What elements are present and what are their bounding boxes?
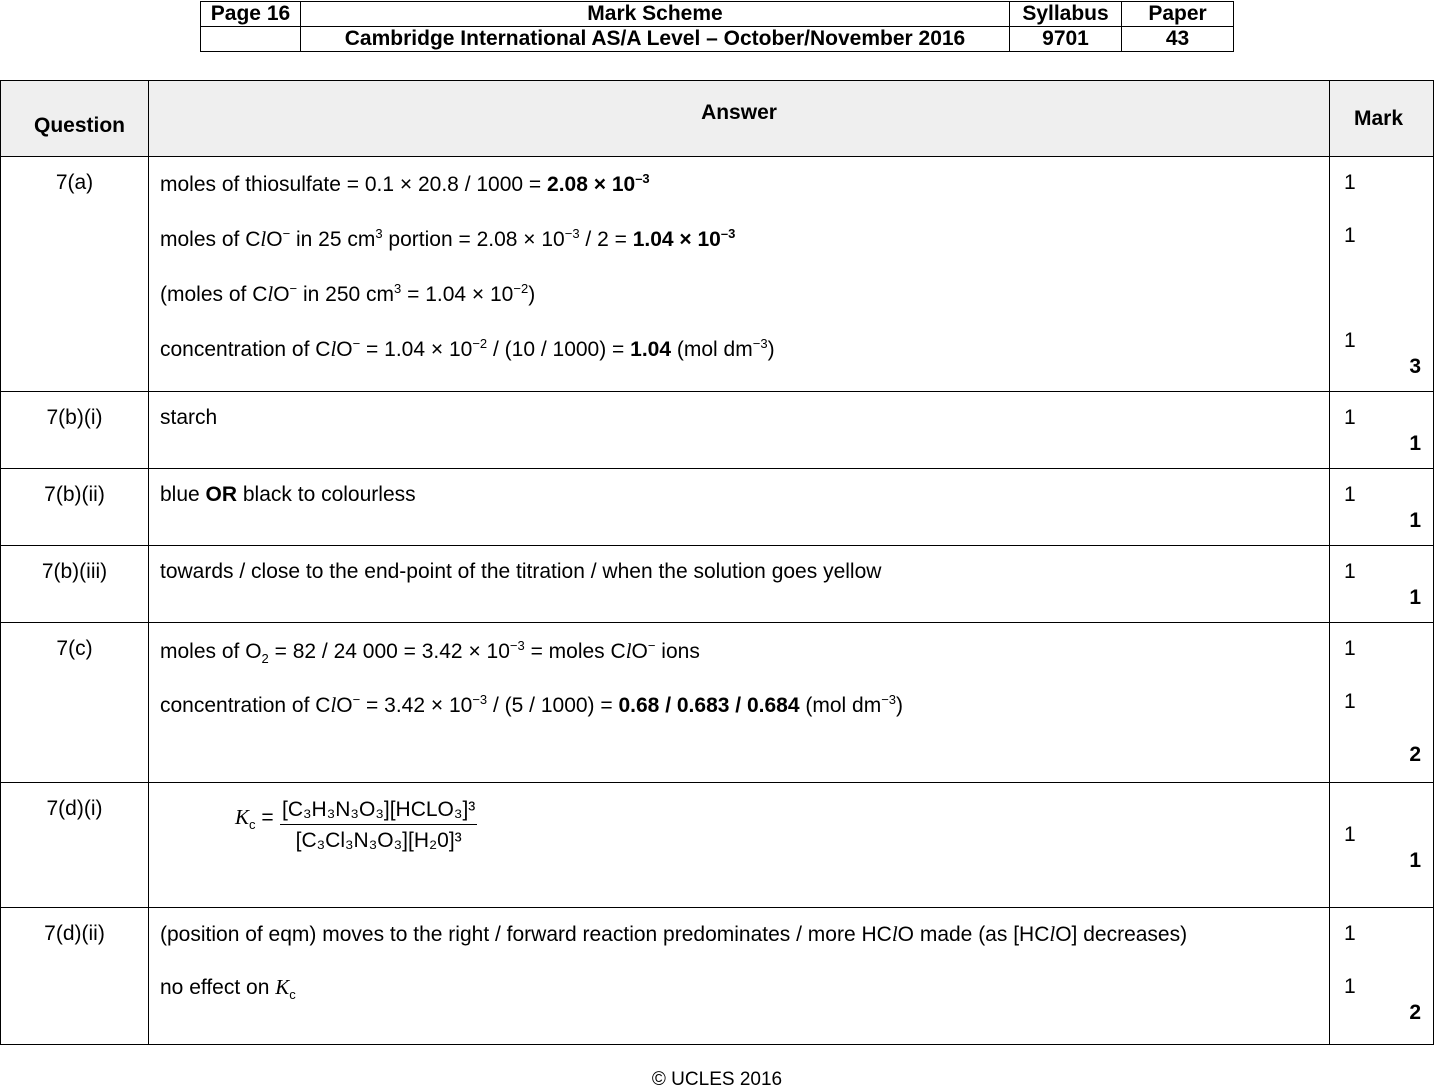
mark-value: 1 [1344, 329, 1356, 352]
answer-line: (position of eqm) moves to the right / forward reaction predominates / more HClO made (as [HClO] decreases) [160, 922, 1188, 946]
mark-scheme-table [0, 80, 1434, 1045]
mark-value: 1 [1344, 171, 1356, 194]
mark-value: 1 [1344, 690, 1356, 713]
question-number: 7(d)(i) [1, 783, 149, 908]
question-column-header: Question [34, 114, 126, 137]
doc-subtitle: Cambridge International AS/A Level – October/November 2016 [301, 27, 1010, 52]
question-number: 7(b)(iii) [1, 546, 149, 623]
mark-total: 1 [1409, 509, 1421, 532]
question-number: 7(c) [1, 623, 149, 783]
answer-line: moles of $O_2 = 82 / 24$ $000 = 3.42 \times 10^{-3}$ = moles ClO− ions [160, 638, 700, 667]
kc-expression [280, 798, 477, 853]
answer-line: moles of thiosulfate = $0.1 \times 20.8 / 1000 = 2.08 \times 10^{-3}$ [160, 171, 650, 196]
table-row [1, 469, 1434, 546]
kc-numerator: [C₃H₃N₃O₃][HCLO₃]³ [280, 798, 477, 825]
header-table [200, 1, 1234, 52]
syllabus-code: 9701 [1010, 27, 1122, 52]
mark-value: 1 [1344, 560, 1356, 583]
mark-value: 1 [1344, 975, 1356, 998]
paper-label: Paper [1122, 2, 1234, 27]
question-number: 7(b)(ii) [1, 469, 149, 546]
answer-line: concentration of $ClO^- = 1.04 \times 10^{-2} / (10 / 1000) = 1.04$ (mol $dm^{-3}$) [160, 336, 775, 361]
page-number: Page 16 [201, 2, 301, 27]
empty-cell [201, 27, 301, 52]
mark-total: 2 [1409, 1001, 1421, 1024]
answer-line: (moles of ClO− in 250 $cm^3 = 1.04 \times 10^{-2}$) [160, 281, 536, 306]
table-header-row [1, 81, 1434, 157]
question-number: 7(b)(i) [1, 392, 149, 469]
answer-line: starch [160, 406, 218, 429]
answer-line: concentration of $ClO^- = 3.42 \times 10^{-3} / (5 / 1000) = 0.68 / 0.683 / 0.684$ (mol $dm^{-3}$) [160, 692, 904, 717]
mark-total: 1 [1409, 849, 1421, 872]
question-number: 7(a) [1, 157, 149, 392]
mark-value: 1 [1344, 483, 1356, 506]
table-row [1, 546, 1434, 623]
mark-total: 3 [1409, 355, 1421, 378]
doc-title: Mark Scheme [301, 2, 1010, 27]
mark-total: 1 [1409, 586, 1421, 609]
equilibrium-constant-label: $K_c$ = [235, 805, 274, 833]
mark-value: 1 [1344, 224, 1356, 247]
mark-total: 1 [1409, 432, 1421, 455]
table-row [1, 392, 1434, 469]
answer-column-header: Answer [701, 101, 777, 124]
answer-line: blue OR black to colourless [160, 483, 416, 506]
mark-value: 1 [1344, 406, 1356, 429]
syllabus-label: Syllabus [1010, 2, 1122, 27]
mark-value: 1 [1344, 637, 1356, 660]
answer-line: moles of ClO− in 25 $cm^3$ portion = $2.08 \times 10^{-3} / 2 = 1.04 \times 10^{-3}$ [160, 226, 736, 251]
table-row [1, 157, 1434, 392]
mark-value: 1 [1344, 823, 1356, 846]
mark-column-header: Mark [1354, 107, 1404, 130]
kc-denominator: [C₃Cl₃N₃O₃][H₂0]³ [295, 829, 462, 852]
table-row [1, 623, 1434, 783]
mark-value: 1 [1344, 922, 1356, 945]
mark-total: 2 [1409, 743, 1421, 766]
answer-line: towards / close to the end-point of the titration / when the solution goes yellow [160, 560, 882, 583]
table-row [1, 908, 1434, 1045]
question-number: 7(d)(ii) [1, 908, 149, 1045]
copyright-footer: © UCLES 2016 [651, 1069, 783, 1090]
answer-line: no effect on $K_c$ [160, 975, 296, 1003]
paper-code: 43 [1122, 27, 1234, 52]
table-row [1, 783, 1434, 908]
